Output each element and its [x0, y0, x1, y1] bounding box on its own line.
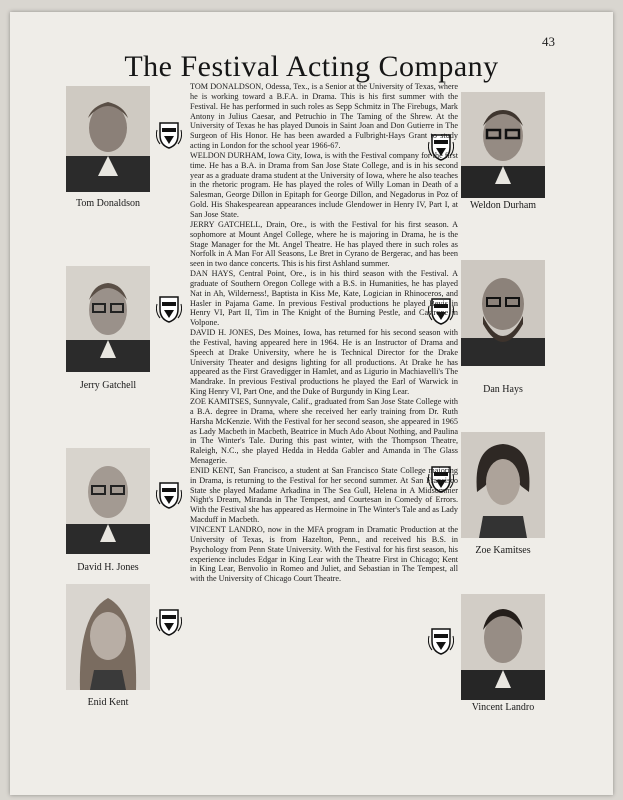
caption-enid-kent: Enid Kent: [87, 697, 129, 708]
photo-dan-hays: [461, 260, 545, 366]
photo-tom-donaldson: [66, 86, 150, 192]
crest-icon: [156, 294, 182, 324]
caption-zoe-kamitses: Zoe Kamitses: [475, 545, 531, 556]
crest-icon: [428, 626, 454, 656]
bio-david-jones: DAVID H. JONES, Des Moines, Iowa, has returned for his second season with the Festival, having appeared here in 1964. He is an Instructor of Drama and Speech at Drake University, where he is Technical Director for the Drake University Theater and designs lighting for all productions. At Drake he has appeared as the First Gravedigger in Hamlet, and as Ligurio in Machiavelli's The Mandrake. In previous Festival productions he played the Earl of Warwick in King Henry VI, Part One, and the Duke of Burgundy in King Lear.: [190, 328, 458, 397]
photo-david-jones: [66, 448, 150, 554]
photo-jerry-gatchell: [66, 266, 150, 372]
caption-dan-hays: Dan Hays: [483, 384, 523, 395]
page-title: The Festival Acting Company: [124, 50, 499, 83]
photo-vincent-landro: [461, 594, 545, 700]
caption-weldon-durham: Weldon Durham: [469, 200, 537, 211]
bio-vincent-landro: VINCENT LANDRO, now in the MFA program in Dramatic Production at the University of Texas, is from Hazelton, Penn., and received his B.S. in Psychology from Penn State University. With the Festival for his first season, his experience includes Edgar in King Lear with the Theatre First in Chicago; Kent in King Lear, Benvolio in Romeo and Juliet, and Sebastian in The Tempest, all with the University of Chicago Court Theatre.: [190, 524, 458, 584]
bio-enid-kent: ENID KENT, San Francisco, a student at San Francisco State College majoring in Drama, is returning to the Festival for her second summer. At San Francisco State she played Madame Arkadina in The Sea Gull, Helena in A Midsummer Night's Dream, Miranda in The Tempest, and Courtesan in Comedy of Errors. With the Festival she has appeared as Hermoine in The Winter's Tale and as Lady Macduff in Macbeth.: [190, 465, 458, 525]
bio-weldon-durham: WELDON DURHAM, Iowa City, Iowa, is with the Festival company for the first time. He has a B.A. in Drama from San Jose State College, and is in his second year as a graduate drama student at the University of Iowa, where he also teaches in the rhetoric program. He has played the roles of Willy Loman in Death of a Salesman, George Dillon in Epitaph for George Dillon, and Negadorus in Poz of Gold. His Shakespearean appearances include Glendower in Henry IV, Part I, at San Jose State.: [190, 150, 458, 219]
photo-zoe-kamitses: [461, 432, 545, 538]
bio-jerry-gatchell: JERRY GATCHELL, Drain, Ore., is with the Festival for his first season. A sophomore at Mount Angel College, where he is majoring in Drama, he is the Stage Manager for the Mt. Angel Theatre. He has played there in such roles as Norfolk in A Man For All Seasons, Le Bret in Cyrano de Bergerac, and has been seen in two dance concerts. This is his first Ashland summer.: [190, 219, 458, 269]
crest-icon: [156, 480, 182, 510]
page-number: 43: [542, 34, 555, 49]
crest-icon: [156, 607, 182, 637]
caption-david-jones: David H. Jones: [77, 562, 139, 573]
photo-weldon-durham: [461, 92, 545, 198]
bio-column: [190, 82, 458, 584]
photo-enid-kent: [66, 584, 150, 690]
caption-vincent-landro: Vincent Landro: [471, 702, 535, 713]
crest-icon: [156, 120, 182, 150]
program-page: [10, 12, 613, 795]
caption-tom-donaldson: Tom Donaldson: [75, 198, 141, 209]
bio-tom-donaldson: TOM DONALDSON, Odessa, Tex., is a Senior at the University of Texas, where he is working toward a B.F.A. in Drama. This is his first summer with the Festival. He has performed in such roles as Sepp Schmitz in The Firebugs, Mark Antony in Julius Caesar, and Petruchio in The Taming of the Shrew. At the University of Texas he has played Dunois in Saint Joan and Don Gutierre in The Surgeon of His Honor. He has been awarded a Fulbright-Hays Grant to study acting in London for the school year 1966-67.: [190, 82, 458, 151]
bio-dan-hays: DAN HAYS, Central Point, Ore., is in his third season with the Festival. A graduate of Southern Oregon College with a B.S. in Humanities, he has played Nat in Ah, Wilderness!, Baptista in Kiss Me, Kate, Logician in Rhinoceros, and Hasler in Pajama Game. In previous Festival productions he played Bevis in Henry VI, Part II, Tim in The Knight of the Burning Pestle, and Castrone in Volpone.: [190, 269, 458, 328]
bio-zoe-kamitses: ZOE KAMITSES, Sunnyvale, Calif., graduated from San Jose State College with a B.A. degree in Drama, where she received her early training from Dr. Ruth Harsha McKenzie. With the Festival for her second season, she appeared in 1965 as Lady Macbeth in Macbeth, Beatrice in Much Ado About Nothing, and Paulina in The Winter's Tale. During this past winter, with the Thompson Theatre, Raleigh, N.C., she played Hedda in Hedda Gabler and Amanda in The Glass Menagerie.: [190, 397, 458, 466]
caption-jerry-gatchell: Jerry Gatchell: [79, 380, 137, 391]
